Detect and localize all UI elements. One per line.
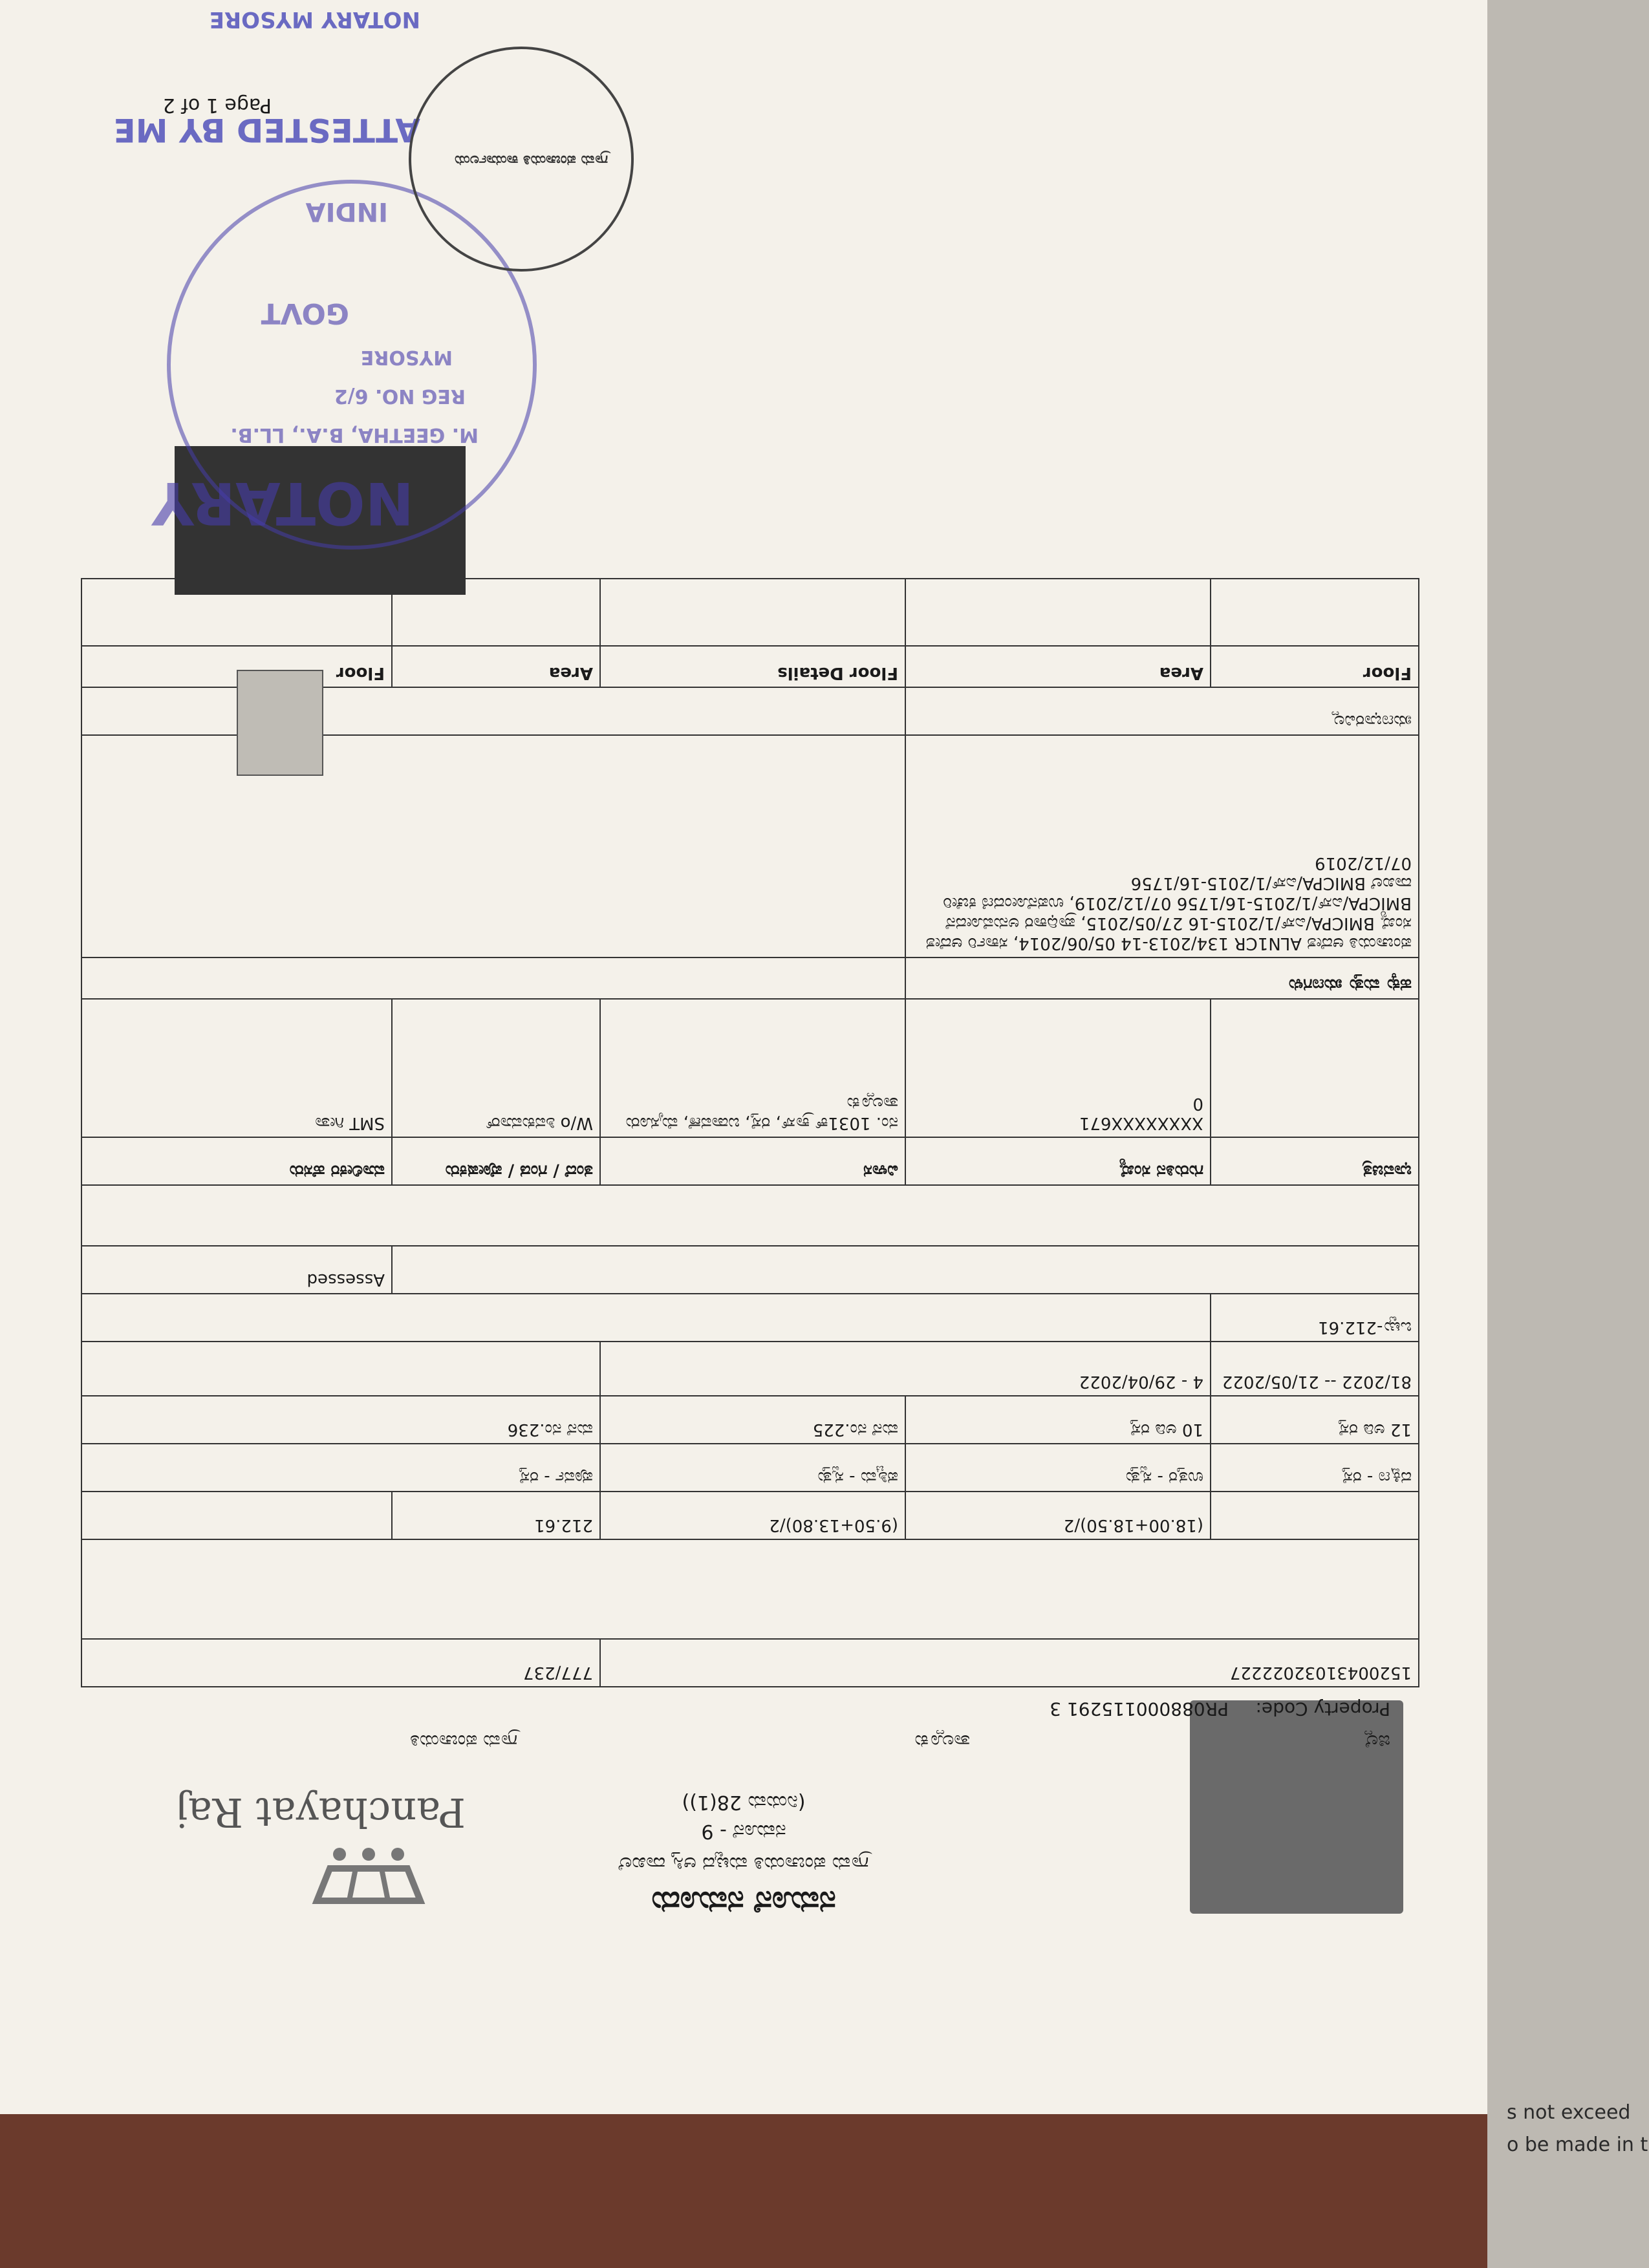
col-id: ಗುರುತಿನ ಸಂಖ್ಯೆ bbox=[1119, 1161, 1203, 1181]
brand-name: Panchayat Raj bbox=[175, 1789, 466, 1836]
owner-address: ನಂ. 1031ಕ್ ಕ್ರಾಸ್, ರಸ್ತೆ, ಬಡಾವಣೆ, ಮೈಸೂರು ತಾಲ್ಲೂಕು bbox=[625, 1093, 898, 1133]
area-sqm: ಒಟ್ಟು-212.61 bbox=[1318, 1318, 1412, 1337]
registration-date: 4 - 29/04/2022 bbox=[1079, 1372, 1203, 1391]
house-number-236: ಮನೆ ನಂ.236 bbox=[507, 1420, 593, 1439]
survey-number: 777/237 bbox=[523, 1663, 593, 1682]
col-address: ವಿಳಾಸ bbox=[863, 1161, 898, 1181]
side-north: ಉತ್ತರ - ಸ್ವತ್ತು bbox=[1124, 1468, 1203, 1487]
area-label-2: Area bbox=[548, 663, 593, 683]
notary-country: INDIA bbox=[305, 197, 388, 226]
registration-number: 81/2022 -- 21/05/2022 bbox=[1222, 1372, 1412, 1391]
id-suffix: 0 bbox=[1192, 1094, 1203, 1113]
side-note-line-2: s not exceed bbox=[1507, 2101, 1631, 2124]
col-relation: ತಂದೆ / ಗಂಡ / ಪೋಷಕರು bbox=[445, 1161, 593, 1181]
dimension-ew: (18.00+18.50)/2 bbox=[1063, 1515, 1203, 1535]
floor-label-2: Floor bbox=[336, 663, 385, 683]
husband-name: W/o ಶಿವಕುಮಾರ್ bbox=[486, 1113, 593, 1133]
attested-stamp: ATTESTED BY ME bbox=[113, 111, 420, 149]
notary-govt: GOVT bbox=[261, 297, 349, 330]
house-number-225: ಮನೆ ನಂ.225 bbox=[812, 1420, 898, 1439]
owner-name: SMT ಗೀತಾ bbox=[315, 1113, 385, 1133]
notary-city: MYSORE bbox=[360, 346, 453, 369]
property-id: 15200431032022227 bbox=[1229, 1663, 1412, 1682]
district-label: ಜಿಲ್ಲೆ bbox=[1363, 1731, 1390, 1752]
side-south: ದಕ್ಷಿಣ - ರಸ್ತೆ bbox=[1341, 1468, 1412, 1487]
area-total: 212.61 bbox=[534, 1515, 593, 1535]
notary-reg: REG NO. 6/2 bbox=[334, 385, 466, 407]
table-surface-edge bbox=[0, 2114, 1487, 2268]
col-photo: ಭಾವಚಿತ್ರ bbox=[1363, 1161, 1412, 1181]
adjacent-page-edge bbox=[1487, 0, 1649, 2268]
side-note-line-1: o be made in t bbox=[1507, 2134, 1648, 2156]
form-title: ನಮೂನೆ ನಮೂದು bbox=[651, 1885, 836, 1920]
property-code-label: Property Code: bbox=[1255, 1698, 1390, 1720]
road-east: ಪೂರ್ವ - ರಸ್ತೆ bbox=[519, 1468, 593, 1487]
floor-details-label: Floor Details bbox=[777, 663, 898, 683]
rights-label: ಹಕ್ಕು ಮತ್ತು ಋಣಗಳು bbox=[1288, 975, 1412, 994]
notary-mysore-stamp: NOTARY MYSORE bbox=[209, 6, 420, 32]
form-number: ನಮೂನೆ - 9 bbox=[701, 1820, 786, 1843]
floor-label-1: Floor bbox=[1363, 663, 1412, 683]
form-rule: (ನಿಯಮ 28(1)) bbox=[682, 1791, 806, 1813]
document-details: ಪಂಚಾಯತಿ ಆದೇಶ ALN1CR 134/2013-14 05/06/2014, ಸರ್ಕಾರಿ ಆದೇಶ ಸಂಖ್ಯೆ BMICPA/ಎಸ್/1/2015-16 27/05/2015, ಪ್ರಾಧಿಕಾರ ಅನುಮೋದನೆ BMICPA/ಎಸ್/1/2015-16/1756 07/12/2019, ಉಪನೋಂದಣಿ ಕಚೇರಿ ದಾಖಲೆ BMICPA/ಎಸ್/1/2015-16/1756 bbox=[925, 873, 1412, 953]
encumbrance: ಋಣಭಾರವಿಲ್ಲ bbox=[1331, 711, 1412, 731]
road-width-a: 12 ಅಡಿ ರಸ್ತೆ bbox=[1338, 1420, 1412, 1439]
road-west: ಪಶ್ಚಿಮ - ಸ್ವತ್ತು bbox=[816, 1468, 898, 1487]
dimension-ns: (9.50+13.80)/2 bbox=[769, 1515, 898, 1535]
notary-word: NOTARY bbox=[151, 469, 414, 537]
gp-seal-text: ಗ್ರಾಮ ಪಂಚಾಯತಿ ಕಾರ್ಯಾಲಯ bbox=[455, 152, 608, 168]
notary-name: M. GEETHA, B.A., LL.B. bbox=[230, 423, 479, 446]
assessed-label: Assessed bbox=[307, 1270, 385, 1289]
page-indicator: Page 1 of 2 bbox=[162, 94, 272, 116]
panchayat-raj-logo-icon bbox=[304, 1843, 433, 1914]
id-number: XXXXXXXX671 bbox=[1079, 1113, 1203, 1133]
area-label-1: Area bbox=[1159, 663, 1203, 683]
owner-photo bbox=[237, 670, 323, 776]
taluk-label: ತಾಲ್ಲೂಕು bbox=[914, 1731, 970, 1752]
gp-label: ಗ್ರಾಮ ಪಂಚಾಯತಿ bbox=[410, 1731, 517, 1752]
document-date: 07/12/2019 bbox=[1315, 853, 1412, 873]
col-owner: ಮಾಲೀಕರ ಹೆಸರು bbox=[289, 1161, 385, 1181]
road-width-b: 10 ಅಡಿ ರಸ್ತೆ bbox=[1130, 1420, 1203, 1439]
form-subtitle: ಗ್ರಾಮ ಪಂಚಾಯತಿ ಮಟ್ಟದ ಆಸ್ತಿ ದಾಖಲೆ bbox=[618, 1852, 869, 1875]
property-code: PR088000115291 3 bbox=[1050, 1698, 1229, 1720]
